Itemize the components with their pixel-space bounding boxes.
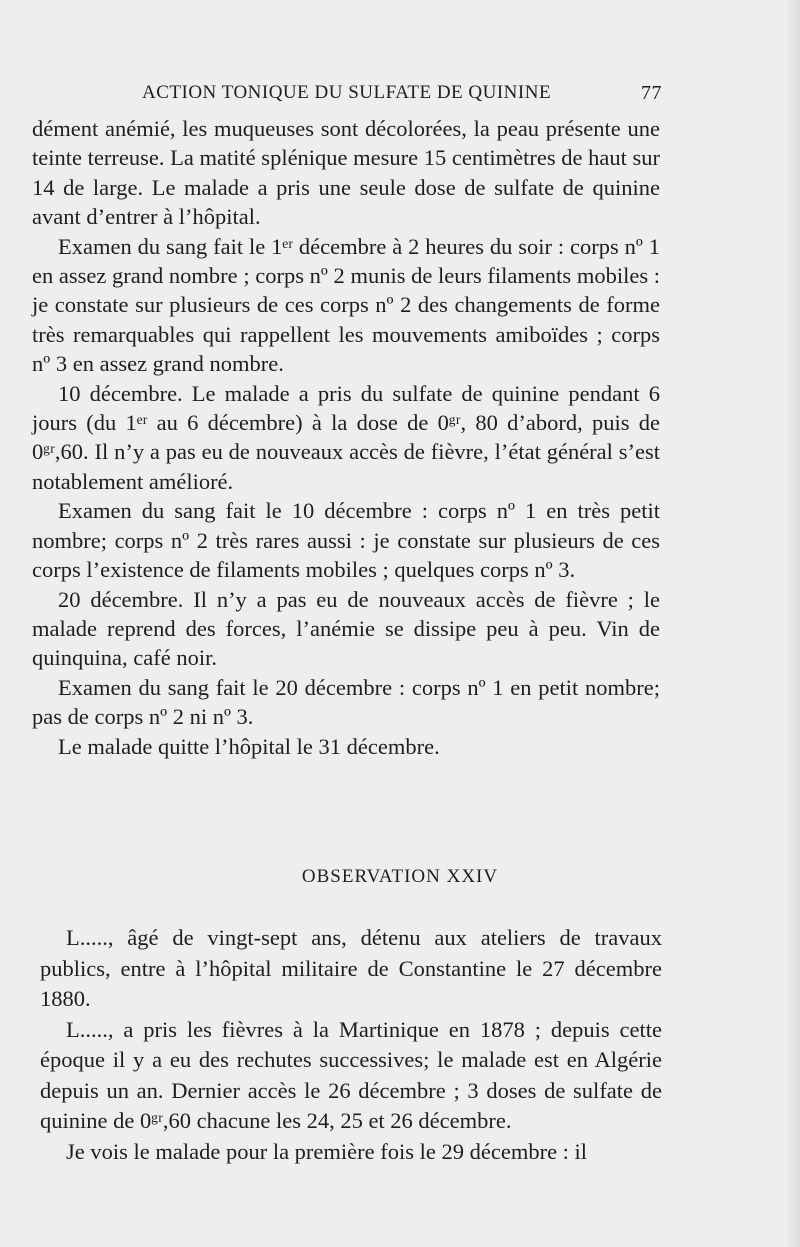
running-title: ACTION TONIQUE DU SULFATE DE QUININE: [142, 82, 552, 103]
paragraph: 10 décembre. Le malade a pris du sulfate de quinine pendant 6 jours (du 1ᵉʳ au 6 décembre) à la dose de 0ᵍʳ, 80 d’abord, puis de 0ᵍʳ,60. Il n’y a pas eu de nouveaux accès de fièvre, l’état général s’est notablement amélioré.: [32, 380, 660, 494]
paragraph: Examen du sang fait le 10 décembre : corps nº 1 en très petit nombre; corps nº 2 très rares aussi : je constate sur plusieurs de ces corps l’existence de filaments mobiles ; quelques corps nº 3.: [32, 498, 660, 583]
paragraph: 20 décembre. Il n’y a pas eu de nouveaux accès de fièvre ; le malade reprend des forces, l’anémie se dissipe peu à peu. Vin de quinquina, café noir.: [32, 586, 660, 671]
page-number: 77: [641, 82, 662, 104]
text-block-top: [32, 114, 660, 761]
paragraph: Le malade quitte l’hôpital le 31 décembre.: [58, 733, 440, 759]
paragraph: Examen du sang fait le 20 décembre : corps nº 1 en petit nombre; pas de corps nº 2 ni nº 3.: [32, 674, 660, 730]
page-edge-shadow: [786, 0, 800, 1247]
paragraph: L....., a pris les fièvres à la Martinique en 1878 ; depuis cette époque il y a eu des rechutes successives; le malade est en Algérie depuis un an. Dernier accès le 26 décembre ; 3 doses de sulfate de quinine de 0ᵍʳ,60 chacune les 24, 25 et 26 décembre.: [40, 1016, 662, 1133]
observation-heading: OBSERVATION XXIV: [301, 866, 499, 887]
paragraph: dément anémié, les muqueuses sont décolorées, la peau présente une teinte terreuse. La matité splénique mesure 15 centimètres de haut sur 14 de large. Le malade a pris une seule dose de sulfate de quinine avant d’entrer à l’hôpital.: [32, 116, 660, 230]
text-block-bottom: [40, 923, 662, 1167]
paragraph: Examen du sang fait le 1ᵉʳ décembre à 2 heures du soir : corps nº 1 en assez grand nombre ; corps nº 2 munis de leurs filaments mobiles : je constate sur plusieurs de ces corps nº 2 des changements de forme très remarquables qui rappellent les mouvements amiboïdes ; corps nº 3 en assez grand nombre.: [32, 233, 660, 377]
paragraph: L....., âgé de vingt-sept ans, détenu aux ateliers de travaux publics, entre à l’hôpital militaire de Constantine le 27 décembre 1880.: [40, 925, 662, 1011]
paragraph: Je vois le malade pour la première fois le 29 décembre : il: [66, 1138, 588, 1164]
